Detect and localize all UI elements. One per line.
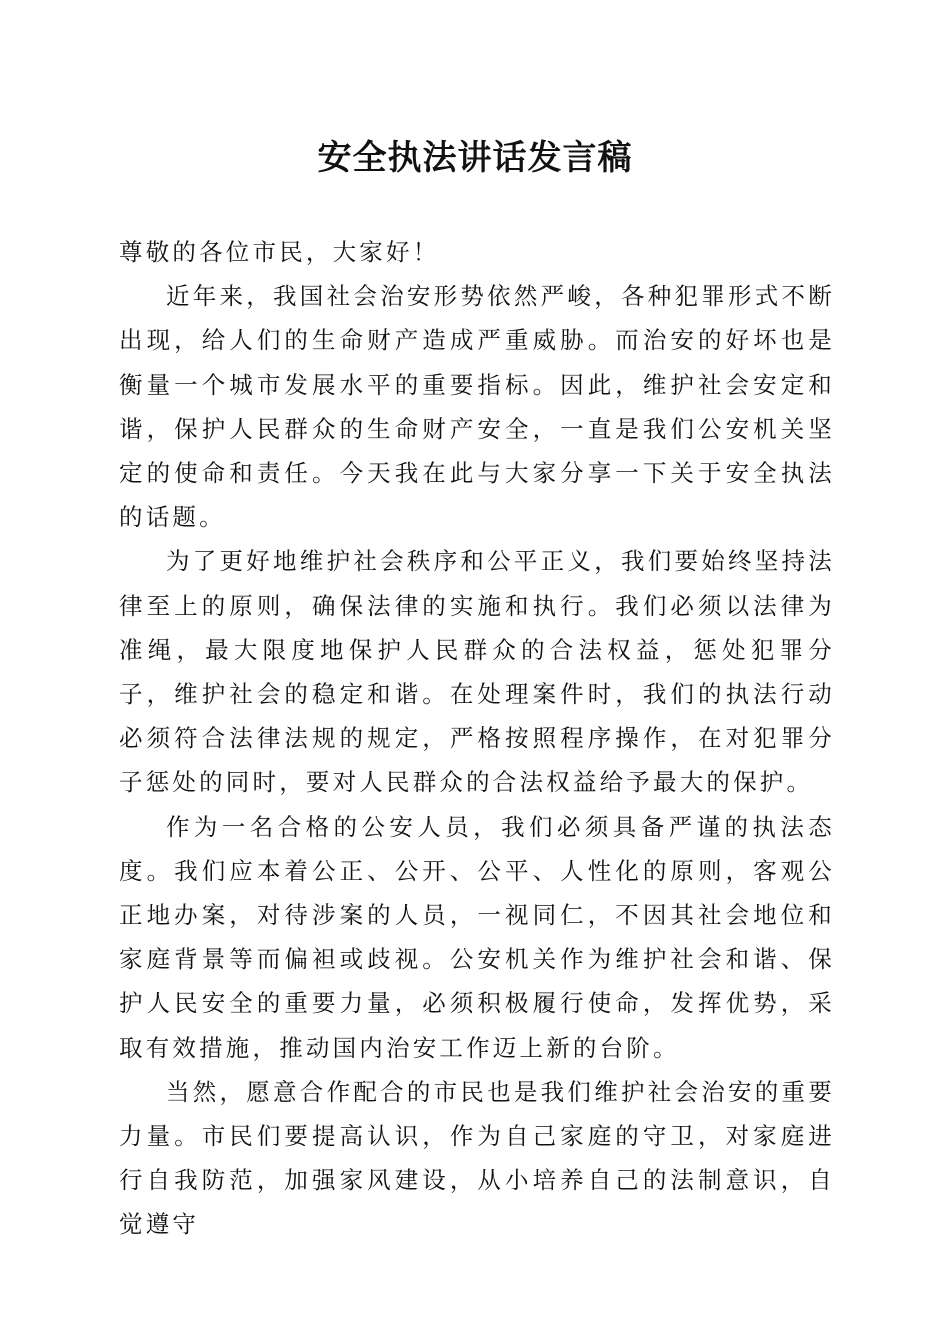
paragraph-1: 近年来，我国社会治安形势依然严峻，各种犯罪形式不断出现，给人们的生命财产造成严重威胁。而治安的好坏也是衡量一个城市发展水平的重要指标。因此，维护社会安定和谐，保护人民群众的生命财产安全，一直是我们公安机关坚定的使命和责任。今天我在此与大家分享一下关于安全执法的话题。 — [119, 282, 835, 532]
paragraph-4: 当然，愿意合作配合的市民也是我们维护社会治安的重要力量。市民们要提高认识，作为自己家庭的守卫，对家庭进行自我防范，加强家风建设，从小培养自己的法制意识，自觉遵守 — [119, 1077, 835, 1239]
document-body — [119, 230, 835, 1247]
greeting-line: 尊敬的各位市民，大家好！ — [119, 238, 440, 266]
document-title: 安全执法讲话发言稿 — [317, 138, 633, 178]
paragraph-2: 为了更好地维护社会秩序和公平正义，我们要始终坚持法律至上的原则，确保法律的实施和执行。我们必须以法律为准绳，最大限度地保护人民群众的合法权益，惩处犯罪分子，维护社会的稳定和谐。在处理案件时，我们的执法行动必须符合法律法规的规定，严格按照程序操作，在对犯罪分子惩处的同时，要对人民群众的合法权益给予最大的保护。 — [119, 547, 835, 797]
paragraph-3: 作为一名合格的公安人员，我们必须具备严谨的执法态度。我们应本着公正、公开、公平、人性化的原则，客观公正地办案，对待涉案的人员，一视同仁，不因其社会地位和家庭背景等而偏袒或歧视。公安机关作为维护社会和谐、保护人民安全的重要力量，必须积极履行使命，发挥优势，采取有效措施，推动国内治安工作迈上新的台阶。 — [119, 812, 835, 1062]
